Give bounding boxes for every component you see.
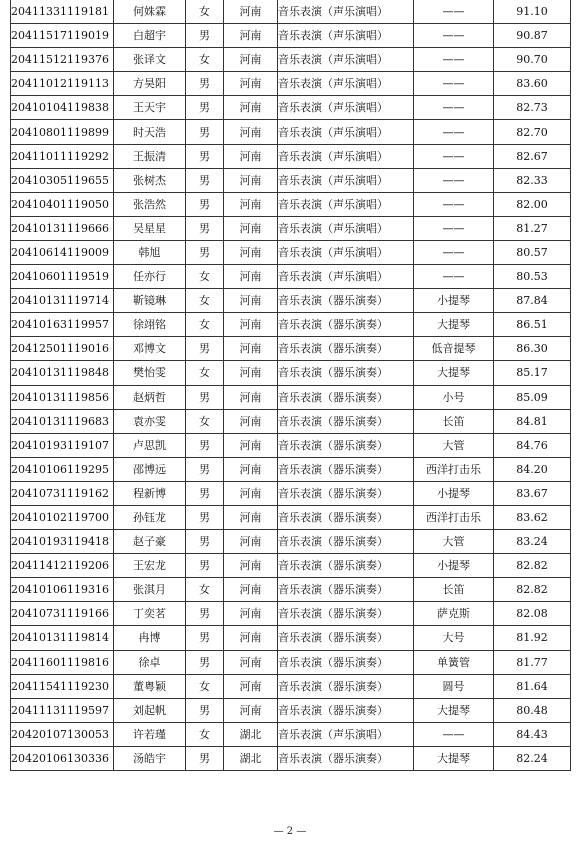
gender-cell: 男: [186, 433, 224, 457]
exam-id-cell: 20410102119700: [11, 505, 114, 529]
table-row: [11, 578, 571, 602]
province-cell: 河南: [224, 96, 278, 120]
gender-cell: 女: [186, 722, 224, 746]
instrument-cell: 萨克斯: [414, 602, 494, 626]
province-cell: 河南: [224, 289, 278, 313]
score-cell: 82.82: [494, 554, 571, 578]
exam-id-cell: 20410131119714: [11, 289, 114, 313]
gender-cell: 男: [186, 144, 224, 168]
major-cell: 音乐表演（声乐演唱）: [278, 144, 414, 168]
instrument-cell: ——: [414, 722, 494, 746]
province-cell: 河南: [224, 120, 278, 144]
score-cell: 82.33: [494, 168, 571, 192]
province-cell: 河南: [224, 144, 278, 168]
table-row: [11, 626, 571, 650]
instrument-cell: 低音提琴: [414, 337, 494, 361]
score-cell: 83.67: [494, 481, 571, 505]
instrument-cell: 圆号: [414, 674, 494, 698]
gender-cell: 女: [186, 265, 224, 289]
major-cell: 音乐表演（器乐演奏）: [278, 433, 414, 457]
gender-cell: 男: [186, 650, 224, 674]
instrument-cell: 小提琴: [414, 289, 494, 313]
instrument-cell: ——: [414, 216, 494, 240]
table-row: [11, 48, 571, 72]
table-row: [11, 698, 571, 722]
province-cell: 河南: [224, 72, 278, 96]
gender-cell: 男: [186, 481, 224, 505]
exam-id-cell: 20410731119162: [11, 481, 114, 505]
province-cell: 河南: [224, 337, 278, 361]
name-cell: 董粤颖: [114, 674, 186, 698]
name-cell: 张树杰: [114, 168, 186, 192]
name-cell: 许若瑾: [114, 722, 186, 746]
gender-cell: 男: [186, 626, 224, 650]
major-cell: 音乐表演（器乐演奏）: [278, 409, 414, 433]
score-cell: 84.81: [494, 409, 571, 433]
score-cell: 80.57: [494, 240, 571, 264]
major-cell: 音乐表演（器乐演奏）: [278, 337, 414, 361]
province-cell: 河南: [224, 168, 278, 192]
exam-id-cell: 20420106130336: [11, 746, 114, 770]
province-cell: 河南: [224, 602, 278, 626]
gender-cell: 女: [186, 48, 224, 72]
major-cell: 音乐表演（器乐演奏）: [278, 746, 414, 770]
score-cell: 87.84: [494, 289, 571, 313]
gender-cell: 男: [186, 24, 224, 48]
exam-id-cell: 20411541119230: [11, 674, 114, 698]
instrument-cell: 大提琴: [414, 746, 494, 770]
score-cell: 80.53: [494, 265, 571, 289]
exam-id-cell: 20411131119597: [11, 698, 114, 722]
major-cell: 音乐表演（器乐演奏）: [278, 602, 414, 626]
score-cell: 82.08: [494, 602, 571, 626]
score-cell: 91.10: [494, 0, 571, 24]
gender-cell: 女: [186, 578, 224, 602]
gender-cell: 女: [186, 409, 224, 433]
score-cell: 81.27: [494, 216, 571, 240]
table-row: [11, 674, 571, 698]
name-cell: 徐卓: [114, 650, 186, 674]
province-cell: 河南: [224, 698, 278, 722]
province-cell: 河南: [224, 216, 278, 240]
exam-id-cell: 20410801119899: [11, 120, 114, 144]
table-row: [11, 72, 571, 96]
score-cell: 86.30: [494, 337, 571, 361]
name-cell: 王天宇: [114, 96, 186, 120]
name-cell: 邵博远: [114, 457, 186, 481]
province-cell: 河南: [224, 650, 278, 674]
province-cell: 河南: [224, 481, 278, 505]
major-cell: 音乐表演（声乐演唱）: [278, 96, 414, 120]
exam-id-cell: 20410106119295: [11, 457, 114, 481]
score-cell: 85.17: [494, 361, 571, 385]
name-cell: 王宏龙: [114, 554, 186, 578]
instrument-cell: ——: [414, 72, 494, 96]
table-row: [11, 409, 571, 433]
name-cell: 方昊阳: [114, 72, 186, 96]
exam-id-cell: 20410131119683: [11, 409, 114, 433]
instrument-cell: 长笛: [414, 409, 494, 433]
major-cell: 音乐表演（声乐演唱）: [278, 0, 414, 24]
table-row: [11, 650, 571, 674]
gender-cell: 男: [186, 602, 224, 626]
province-cell: 河南: [224, 433, 278, 457]
instrument-cell: 大提琴: [414, 313, 494, 337]
table-row: [11, 24, 571, 48]
table-row: [11, 337, 571, 361]
score-cell: 83.60: [494, 72, 571, 96]
major-cell: 音乐表演（声乐演唱）: [278, 48, 414, 72]
province-cell: 河南: [224, 24, 278, 48]
page-number: — 2 —: [273, 826, 307, 837]
exam-id-cell: 20410104119838: [11, 96, 114, 120]
province-cell: 河南: [224, 578, 278, 602]
exam-id-cell: 20410131119856: [11, 385, 114, 409]
major-cell: 音乐表演（声乐演唱）: [278, 265, 414, 289]
table-row: [11, 0, 571, 24]
table-row: [11, 289, 571, 313]
score-cell: 81.77: [494, 650, 571, 674]
major-cell: 音乐表演（器乐演奏）: [278, 289, 414, 313]
name-cell: 何姝霖: [114, 0, 186, 24]
name-cell: 徐翊铭: [114, 313, 186, 337]
table-row: [11, 168, 571, 192]
table-row: [11, 746, 571, 770]
instrument-cell: 单簧管: [414, 650, 494, 674]
name-cell: 赵炳哲: [114, 385, 186, 409]
province-cell: 河南: [224, 385, 278, 409]
gender-cell: 男: [186, 385, 224, 409]
name-cell: 吴星星: [114, 216, 186, 240]
province-cell: 河南: [224, 457, 278, 481]
exam-id-cell: 20410601119519: [11, 265, 114, 289]
table-row: [11, 457, 571, 481]
table-row: [11, 192, 571, 216]
major-cell: 音乐表演（器乐演奏）: [278, 674, 414, 698]
province-cell: 河南: [224, 361, 278, 385]
instrument-cell: 小号: [414, 385, 494, 409]
name-cell: 张淇月: [114, 578, 186, 602]
province-cell: 河南: [224, 554, 278, 578]
major-cell: 音乐表演（声乐演唱）: [278, 216, 414, 240]
instrument-cell: ——: [414, 192, 494, 216]
major-cell: 音乐表演（器乐演奏）: [278, 457, 414, 481]
gender-cell: 男: [186, 698, 224, 722]
gender-cell: 女: [186, 0, 224, 24]
instrument-cell: 大提琴: [414, 698, 494, 722]
exam-id-cell: 20410131119848: [11, 361, 114, 385]
name-cell: 时天浩: [114, 120, 186, 144]
name-cell: 丁奕茗: [114, 602, 186, 626]
table-row: [11, 144, 571, 168]
name-cell: 白超宇: [114, 24, 186, 48]
name-cell: 韩旭: [114, 240, 186, 264]
exam-id-cell: 20412501119016: [11, 337, 114, 361]
name-cell: 邓博文: [114, 337, 186, 361]
major-cell: 音乐表演（声乐演唱）: [278, 72, 414, 96]
instrument-cell: ——: [414, 120, 494, 144]
name-cell: 王振清: [114, 144, 186, 168]
score-cell: 81.92: [494, 626, 571, 650]
major-cell: 音乐表演（器乐演奏）: [278, 554, 414, 578]
name-cell: 冉博: [114, 626, 186, 650]
gender-cell: 男: [186, 530, 224, 554]
instrument-cell: 西洋打击乐: [414, 457, 494, 481]
major-cell: 音乐表演（声乐演唱）: [278, 168, 414, 192]
exam-id-cell: 20411601119816: [11, 650, 114, 674]
score-cell: 81.64: [494, 674, 571, 698]
major-cell: 音乐表演（声乐演唱）: [278, 192, 414, 216]
exam-id-cell: 20410305119655: [11, 168, 114, 192]
gender-cell: 男: [186, 457, 224, 481]
major-cell: 音乐表演（声乐演唱）: [278, 722, 414, 746]
province-cell: 河南: [224, 530, 278, 554]
exam-id-cell: 20410131119814: [11, 626, 114, 650]
table-row: [11, 361, 571, 385]
major-cell: 音乐表演（器乐演奏）: [278, 505, 414, 529]
name-cell: 靳镜琳: [114, 289, 186, 313]
province-cell: 湖北: [224, 722, 278, 746]
instrument-cell: ——: [414, 48, 494, 72]
name-cell: 张译文: [114, 48, 186, 72]
gender-cell: 男: [186, 554, 224, 578]
name-cell: 刘起帆: [114, 698, 186, 722]
major-cell: 音乐表演（器乐演奏）: [278, 578, 414, 602]
exam-id-cell: 20410401119050: [11, 192, 114, 216]
name-cell: 任亦行: [114, 265, 186, 289]
gender-cell: 女: [186, 361, 224, 385]
exam-id-cell: 20411011119292: [11, 144, 114, 168]
instrument-cell: 西洋打击乐: [414, 505, 494, 529]
score-cell: 82.70: [494, 120, 571, 144]
score-cell: 86.51: [494, 313, 571, 337]
score-cell: 82.73: [494, 96, 571, 120]
score-cell: 85.09: [494, 385, 571, 409]
province-cell: 河南: [224, 626, 278, 650]
major-cell: 音乐表演（声乐演唱）: [278, 240, 414, 264]
exam-id-cell: 20411331119181: [11, 0, 114, 24]
instrument-cell: ——: [414, 96, 494, 120]
name-cell: 袁亦雯: [114, 409, 186, 433]
exam-id-cell: 20411512119376: [11, 48, 114, 72]
gender-cell: 男: [186, 240, 224, 264]
instrument-cell: 小提琴: [414, 481, 494, 505]
gender-cell: 女: [186, 313, 224, 337]
instrument-cell: 大管: [414, 433, 494, 457]
exam-id-cell: 20420107130053: [11, 722, 114, 746]
gender-cell: 男: [186, 96, 224, 120]
exam-id-cell: 20410193119418: [11, 530, 114, 554]
gender-cell: 男: [186, 72, 224, 96]
gender-cell: 男: [186, 168, 224, 192]
instrument-cell: ——: [414, 265, 494, 289]
table-row: [11, 216, 571, 240]
table-row: [11, 313, 571, 337]
gender-cell: 男: [186, 337, 224, 361]
province-cell: 河南: [224, 240, 278, 264]
instrument-cell: 长笛: [414, 578, 494, 602]
province-cell: 河南: [224, 192, 278, 216]
name-cell: 卢思凯: [114, 433, 186, 457]
score-cell: 80.48: [494, 698, 571, 722]
name-cell: 汤皓宇: [114, 746, 186, 770]
instrument-cell: 大号: [414, 626, 494, 650]
score-cell: 84.20: [494, 457, 571, 481]
table-body: [11, 0, 571, 771]
province-cell: 河南: [224, 48, 278, 72]
score-cell: 83.24: [494, 530, 571, 554]
instrument-cell: ——: [414, 168, 494, 192]
table-row: [11, 481, 571, 505]
exam-id-cell: 20410163119957: [11, 313, 114, 337]
instrument-cell: 大提琴: [414, 361, 494, 385]
instrument-cell: ——: [414, 0, 494, 24]
major-cell: 音乐表演（器乐演奏）: [278, 313, 414, 337]
gender-cell: 男: [186, 120, 224, 144]
instrument-cell: ——: [414, 24, 494, 48]
province-cell: 河南: [224, 674, 278, 698]
score-cell: 84.43: [494, 722, 571, 746]
province-cell: 河南: [224, 409, 278, 433]
instrument-cell: 小提琴: [414, 554, 494, 578]
table-row: [11, 120, 571, 144]
major-cell: 音乐表演（器乐演奏）: [278, 698, 414, 722]
major-cell: 音乐表演（器乐演奏）: [278, 626, 414, 650]
gender-cell: 男: [186, 746, 224, 770]
score-cell: 82.82: [494, 578, 571, 602]
score-cell: 90.70: [494, 48, 571, 72]
major-cell: 音乐表演（器乐演奏）: [278, 650, 414, 674]
exam-id-cell: 20410614119009: [11, 240, 114, 264]
province-cell: 河南: [224, 0, 278, 24]
table-row: [11, 385, 571, 409]
name-cell: 赵子豪: [114, 530, 186, 554]
major-cell: 音乐表演（声乐演唱）: [278, 120, 414, 144]
score-cell: 82.67: [494, 144, 571, 168]
score-cell: 82.00: [494, 192, 571, 216]
score-cell: 90.87: [494, 24, 571, 48]
gender-cell: 男: [186, 216, 224, 240]
table-row: [11, 722, 571, 746]
table-row: [11, 265, 571, 289]
exam-id-cell: 20411517119019: [11, 24, 114, 48]
exam-id-cell: 20411012119113: [11, 72, 114, 96]
table-row: [11, 602, 571, 626]
exam-id-cell: 20410106119316: [11, 578, 114, 602]
exam-id-cell: 20410193119107: [11, 433, 114, 457]
table-row: [11, 433, 571, 457]
instrument-cell: ——: [414, 240, 494, 264]
name-cell: 张浩然: [114, 192, 186, 216]
table-row: [11, 554, 571, 578]
name-cell: 樊怡雯: [114, 361, 186, 385]
province-cell: 湖北: [224, 746, 278, 770]
table-row: [11, 96, 571, 120]
major-cell: 音乐表演（器乐演奏）: [278, 385, 414, 409]
province-cell: 河南: [224, 505, 278, 529]
score-cell: 82.24: [494, 746, 571, 770]
table-row: [11, 240, 571, 264]
gender-cell: 女: [186, 289, 224, 313]
name-cell: 程新博: [114, 481, 186, 505]
major-cell: 音乐表演（器乐演奏）: [278, 530, 414, 554]
major-cell: 音乐表演（器乐演奏）: [278, 481, 414, 505]
province-cell: 河南: [224, 265, 278, 289]
name-cell: 孙钰龙: [114, 505, 186, 529]
table-row: [11, 530, 571, 554]
exam-id-cell: 20410131119666: [11, 216, 114, 240]
instrument-cell: ——: [414, 144, 494, 168]
exam-id-cell: 20410731119166: [11, 602, 114, 626]
admission-score-table: [10, 0, 571, 771]
major-cell: 音乐表演（器乐演奏）: [278, 361, 414, 385]
gender-cell: 男: [186, 192, 224, 216]
gender-cell: 男: [186, 505, 224, 529]
province-cell: 河南: [224, 313, 278, 337]
instrument-cell: 大管: [414, 530, 494, 554]
table-row: [11, 505, 571, 529]
major-cell: 音乐表演（声乐演唱）: [278, 24, 414, 48]
score-cell: 84.76: [494, 433, 571, 457]
score-cell: 83.62: [494, 505, 571, 529]
exam-id-cell: 20411412119206: [11, 554, 114, 578]
gender-cell: 女: [186, 674, 224, 698]
